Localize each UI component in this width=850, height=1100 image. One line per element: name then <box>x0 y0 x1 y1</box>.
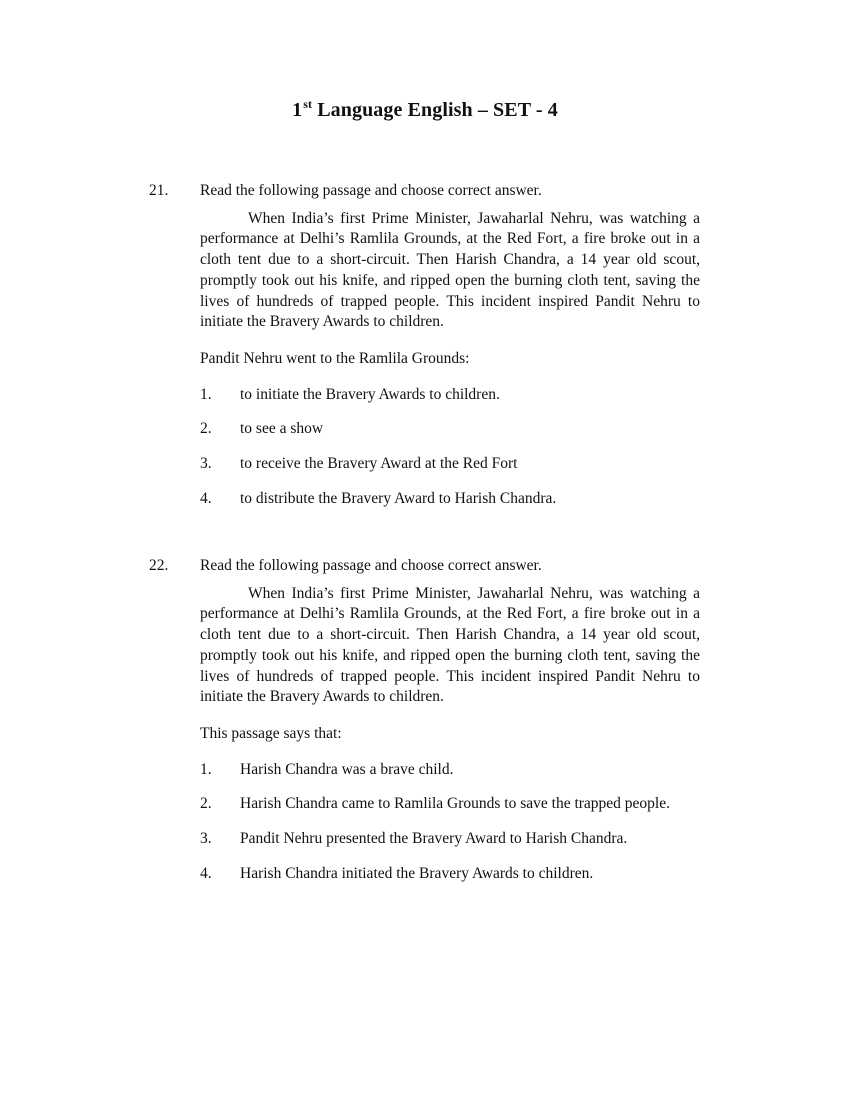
answer-option-3 <box>200 454 700 475</box>
answer-options <box>200 385 700 510</box>
option-text: to see a show <box>240 420 324 438</box>
option-text: Harish Chandra was a brave child. <box>240 760 454 778</box>
option-number: 2. <box>200 420 212 438</box>
answer-option-2 <box>200 419 700 440</box>
title-prefix: 1 <box>292 99 303 121</box>
question-instruction: Read the following passage and choose correct answer. <box>200 182 542 199</box>
option-number: 3. <box>200 455 212 473</box>
option-text: Harish Chandra initiated the Bravery Awards to children. <box>240 864 594 882</box>
reading-passage: When India’s first Prime Minister, Jawaharlal Nehru, was watching a performance at Delhi’s Ramlila Grounds, at the Red Fort, a fire broke out in a cloth tent due to a short-circuit. Then Harish Chandra, a 14 year old scout, promptly took out his knife, and ripped open the burning cloth tent, saving the lives of hundreds of trapped people. This incident inspired Pandit Nehru to initiate the Bravery Awards to children. <box>200 584 700 706</box>
answer-option-1 <box>200 385 700 406</box>
answer-options <box>200 760 700 885</box>
option-text: to receive the Bravery Award at the Red Fort <box>240 455 518 473</box>
question-instruction: Read the following passage and choose correct answer. <box>200 557 542 574</box>
page-title <box>0 97 850 122</box>
reading-passage: When India’s first Prime Minister, Jawaharlal Nehru, was watching a performance at Delhi’s Ramlila Grounds, at the Red Fort, a fire broke out in a cloth tent due to a short-circuit. Then Harish Chandra, a 14 year old scout, promptly took out his knife, and ripped open the burning cloth tent, saving the lives of hundreds of trapped people. This incident inspired Pandit Nehru to initiate the Bravery Awards to children. <box>200 209 700 331</box>
answer-option-4 <box>200 864 700 885</box>
option-number: 3. <box>200 830 212 848</box>
option-number: 4. <box>200 864 212 882</box>
question-21 <box>149 181 700 523</box>
option-text: Harish Chandra came to Ramlila Grounds to save the trapped people. <box>240 795 670 813</box>
answer-option-4 <box>200 489 700 510</box>
answer-option-3 <box>200 829 700 850</box>
option-number: 1. <box>200 760 212 778</box>
question-number: 22. <box>149 557 169 574</box>
question-body <box>200 181 700 509</box>
question-prompt: This passage says that: <box>200 724 342 742</box>
question-prompt: Pandit Nehru went to the Ramlila Grounds: <box>200 349 470 367</box>
option-number: 2. <box>200 795 212 813</box>
question-body <box>200 556 700 884</box>
option-text: to initiate the Bravery Awards to children. <box>240 385 500 403</box>
option-number: 4. <box>200 489 212 507</box>
answer-option-1 <box>200 760 700 781</box>
option-number: 1. <box>200 385 212 403</box>
option-text: to distribute the Bravery Award to Harish Chandra. <box>240 489 557 507</box>
answer-option-2 <box>200 794 700 815</box>
question-number: 21. <box>149 182 169 199</box>
option-text: Pandit Nehru presented the Bravery Award to Harish Chandra. <box>240 830 628 848</box>
title-superscript: st <box>303 97 313 111</box>
title-text: Language English – SET - 4 <box>312 99 558 121</box>
question-22 <box>149 556 700 898</box>
